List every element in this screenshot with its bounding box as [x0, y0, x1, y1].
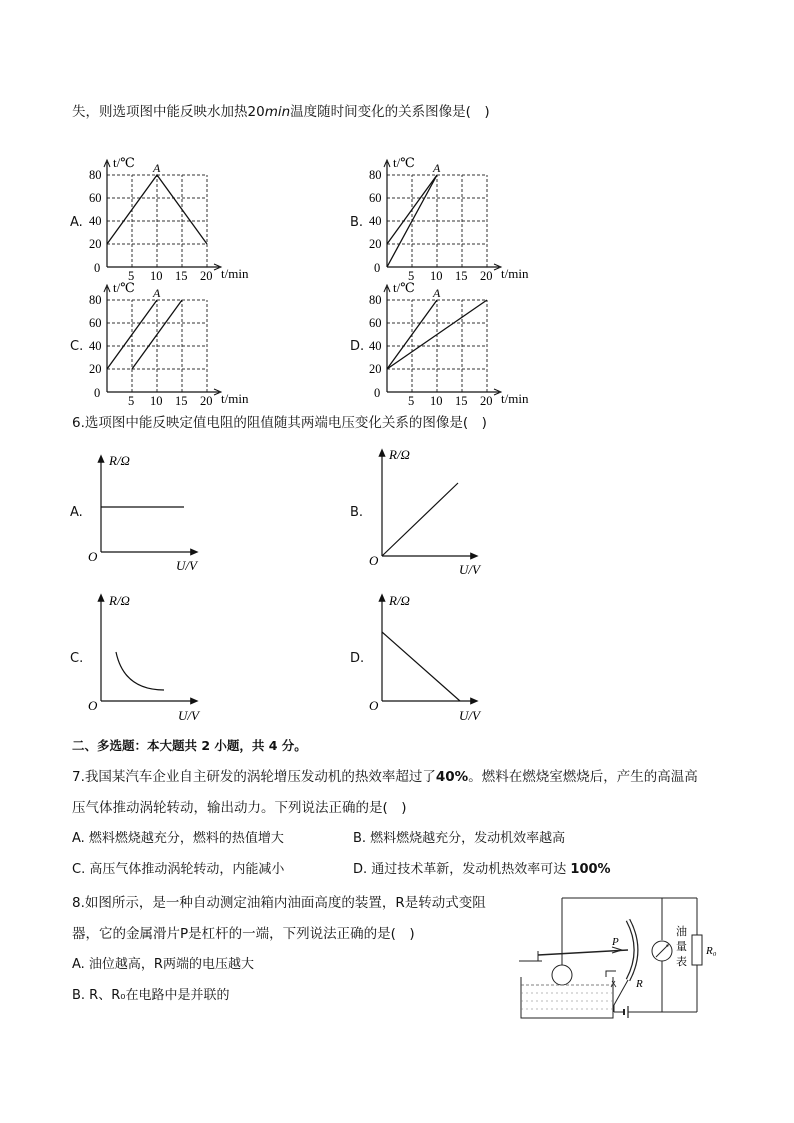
meter-label-3: 表 [676, 956, 687, 968]
q5a-ytick: 80 [89, 168, 102, 182]
r0-resistor [692, 935, 702, 965]
q5d-ytick: 40 [369, 339, 382, 353]
q6b-xlabel: U/V [459, 562, 480, 577]
q5b-ylabel: t/℃ [393, 155, 415, 170]
q5d-xtick: 20 [480, 394, 493, 408]
q5-option-b: B. [350, 215, 364, 230]
q5c-ytick: 40 [89, 339, 102, 353]
q5a-ytick: 20 [89, 237, 102, 251]
q6b-origin: O [369, 553, 379, 568]
q7-stem-prefix: 7.我国某汽车企业自主研发的涡轮增压发动机的热效率超过了 [72, 769, 436, 785]
q5-stem-value: 20 [247, 104, 265, 120]
q8-stem-line1: 8.如图所示，是一种自动测定油箱内油面高度的装置，R是转动式变阻 [72, 895, 486, 911]
q5c-xtick: 10 [150, 394, 163, 408]
q5a-ylabel: t/℃ [113, 155, 135, 170]
q6d-ylabel: R/Ω [389, 593, 410, 608]
q5c-ytick: 80 [89, 293, 102, 307]
q5-option-d: D. [350, 339, 365, 354]
q6-graph-c [88, 593, 201, 723]
section-title: 二、多选题：本大题共 2 小题，共 4 分。 [72, 738, 307, 753]
q5c-xtick: 15 [175, 394, 188, 408]
q8-option-b: B. R、R₀在电路中是并联的 [72, 988, 230, 1003]
meter-label-1: 油 [676, 926, 687, 938]
q6-option-a: A. [70, 505, 83, 520]
q5d-ytick: 20 [369, 362, 382, 376]
q5c-xlabel: t/min [221, 391, 249, 406]
q5a-point-a: A [153, 161, 161, 175]
q6d-xlabel: U/V [459, 708, 480, 723]
q6b-ylabel: R/Ω [389, 447, 410, 462]
q6-graph-d [369, 593, 482, 723]
q5a-xtick: 15 [175, 269, 188, 283]
q6a-xlabel: U/V [176, 558, 197, 573]
q6c-ylabel: R/Ω [109, 593, 130, 608]
q5-stem-text: 失，则选项图中能反映水加热 [72, 104, 248, 120]
q5a-ytick: 60 [89, 191, 102, 205]
q7-option-c: C. 高压气体推动涡轮转动，内能减小 [72, 862, 285, 877]
q5a-origin: 0 [94, 261, 101, 275]
q5d-xtick: 15 [455, 394, 468, 408]
p-label: P [612, 936, 619, 948]
q5a-xlabel: t/min [221, 266, 249, 281]
q8-circuit-diagram [516, 895, 736, 1025]
q6-stem: 6.选项图中能反映定值电阻的阻值随其两端电压变化关系的图像是( ) [72, 415, 487, 431]
q5b-xtick: 10 [430, 269, 443, 283]
q5c-ylabel: t/℃ [113, 280, 135, 295]
q5b-ytick: 80 [369, 168, 382, 182]
q6a-ylabel: R/Ω [109, 453, 130, 468]
q8-stem-line2: 器，它的金属滑片P是杠杆的一端，下列说法正确的是( ) [72, 926, 415, 942]
q5d-origin: 0 [374, 386, 381, 400]
q5b-xlabel: t/min [501, 266, 529, 281]
q6d-line [382, 632, 460, 701]
q6-option-b: B. [350, 505, 364, 520]
q7-stem-suffix: 。燃料在燃烧室燃烧后，产生的高温高 [468, 769, 698, 785]
q5d-xtick: 10 [430, 394, 443, 408]
q5b-ytick: 40 [369, 214, 382, 228]
q5a-xtick: 20 [200, 269, 213, 283]
q6c-origin: O [88, 698, 98, 713]
q5d-point-a: A [433, 286, 441, 300]
q7-option-d [353, 861, 611, 879]
q7-stem-line1 [72, 768, 698, 786]
q5d-ytick: 60 [369, 316, 382, 330]
q5-option-c: C. [70, 339, 84, 354]
q6-graph-a [88, 453, 199, 573]
r0-label: R₀ [706, 945, 717, 957]
q6a-origin: O [88, 549, 98, 564]
r-label: R [636, 978, 643, 990]
meter-label-2: 量 [676, 941, 687, 953]
q5c-xtick: 20 [200, 394, 213, 408]
q5b-origin: 0 [374, 261, 381, 275]
q5d-xlabel: t/min [501, 391, 529, 406]
q5-option-a: A. [70, 215, 83, 230]
q5b-ytick: 20 [369, 237, 382, 251]
q5c-origin: 0 [94, 386, 101, 400]
q5a-xtick: 5 [128, 269, 135, 283]
q7-option-d-text: D. 通过技术革新，发动机热效率可达 [353, 862, 571, 877]
q5b-xtick: 5 [408, 269, 415, 283]
q5a-xtick: 10 [150, 269, 163, 283]
q6-option-c: C. [70, 651, 84, 666]
q5c-point-a: A [153, 286, 161, 300]
q6-option-d: D. [350, 651, 365, 666]
q5d-ylabel: t/℃ [393, 280, 415, 295]
q5c-ytick: 20 [89, 362, 102, 376]
q5b-point-a: A [433, 161, 441, 175]
q5c-xtick: 5 [128, 394, 135, 408]
q5-stem-unit: min [264, 104, 291, 120]
q8-option-a: A. 油位越高，R两端的电压越大 [72, 957, 254, 972]
q7-stem-percent: 40% [435, 769, 469, 785]
q5b-ytick: 60 [369, 191, 382, 205]
q7-option-b: B. 燃料燃烧越充分，发动机效率越高 [353, 831, 566, 846]
q6-graph-b [369, 447, 482, 577]
q7-option-a: A. 燃料燃烧越充分，燃料的热值增大 [72, 831, 284, 846]
q6c-curve [116, 652, 164, 690]
q7-option-d-percent: 100% [570, 862, 611, 877]
q6d-origin: O [369, 698, 379, 713]
q5b-xtick: 20 [480, 269, 493, 283]
q5a-ytick: 40 [89, 214, 102, 228]
q5d-xtick: 5 [408, 394, 415, 408]
q7-stem-line2: 压气体推动涡轮转动，输出动力。下列说法正确的是( ) [72, 800, 407, 816]
q5b-xtick: 15 [455, 269, 468, 283]
q5d-ytick: 80 [369, 293, 382, 307]
float-ball [552, 965, 572, 985]
q6c-xlabel: U/V [178, 708, 199, 723]
q5c-ytick: 60 [89, 316, 102, 330]
q5-stem-suffix: 温度随时间变化的关系图像是( ) [290, 104, 490, 120]
q6b-line [382, 483, 458, 556]
